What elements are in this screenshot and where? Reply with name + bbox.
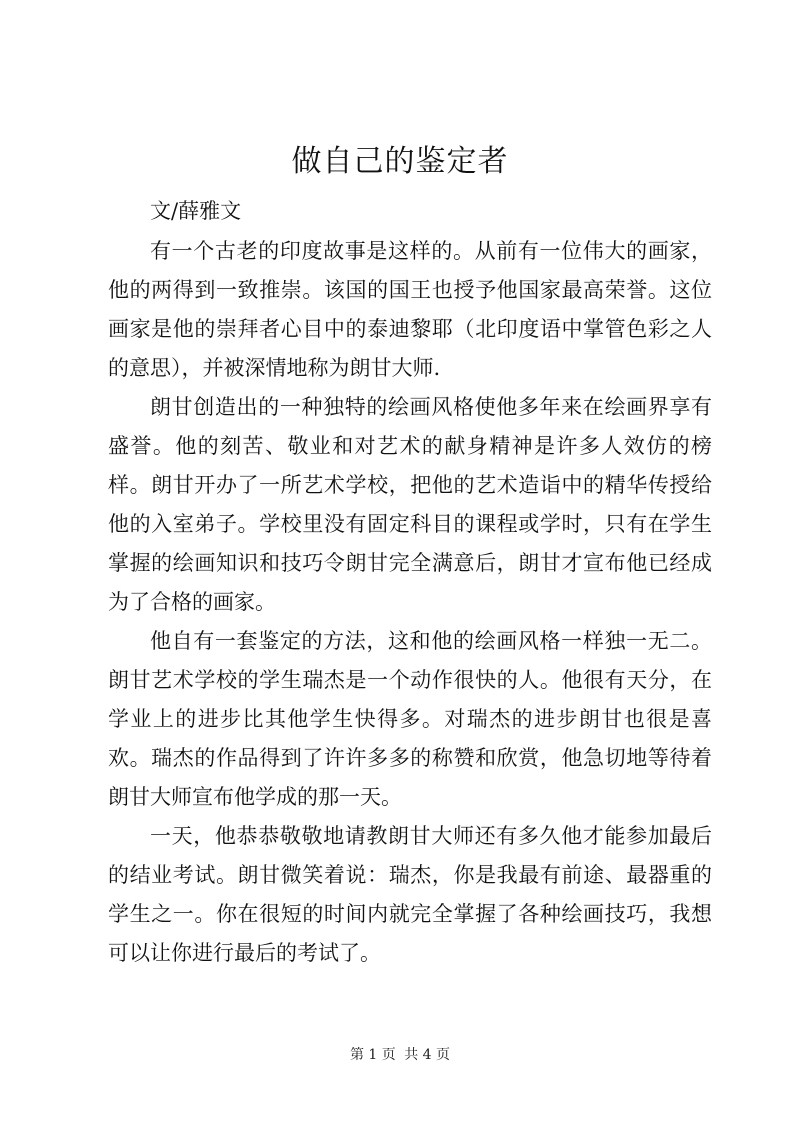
page-title: 做自己的鉴定者 [291,144,509,179]
paragraph-3: 他自有一套鉴定的方法，这和他的绘画风格一样独一无二。朗甘艺术学校的学生瑞杰是一个动作很快的人。他很有天分，在学业上的进步比其他学生快得多。对瑞杰的进步朗甘也很是喜欢。瑞杰的作品得到了许许多多的称赞和欣赏，他急切地等待着朗甘大师宣布他学成的那一天。 [108,629,712,809]
page-number: 第 1 页 [349,1047,396,1063]
paragraph-2: 朗甘创造出的一种独特的绘画风格使他多年来在绘画界享有盛誉。他的刻苦、敬业和对艺术的献身精神是许多人效仿的榜样。朗甘开办了一所艺术学校，把他的艺术造诣中的精华传授给他的入室弟子。学校里没有固定科目的课程或学时，只有在学生掌握的绘画知识和技巧令朗甘完全满意后，朗甘才宣布他已经成为了合格的画家。 [108,395,712,614]
page-footer [0,1045,800,1065]
paragraph-1: 有一个古老的印度故事是这样的。从前有一位伟大的画家，他的两得到一致推崇。该国的国王也授予他国家最高荣誉。这位画家是他的崇拜者心目中的泰迪黎耶（北印度语中掌管色彩之人的意思），并被深情地称为朗甘大师. [108,239,712,380]
author-line: 文/薛雅文 [150,199,242,223]
page-total: 共 4 页 [404,1047,451,1063]
paragraph-4: 一天，他恭恭敬敬地请教朗甘大师还有多久他才能参加最后的结业考试。朗甘微笑着说：瑞杰，你是我最有前途、最器重的学生之一。你在很短的时间内就完全掌握了各种绘画技巧，我想可以让你进行最后的考试了。 [108,824,712,965]
article-body [108,190,712,973]
